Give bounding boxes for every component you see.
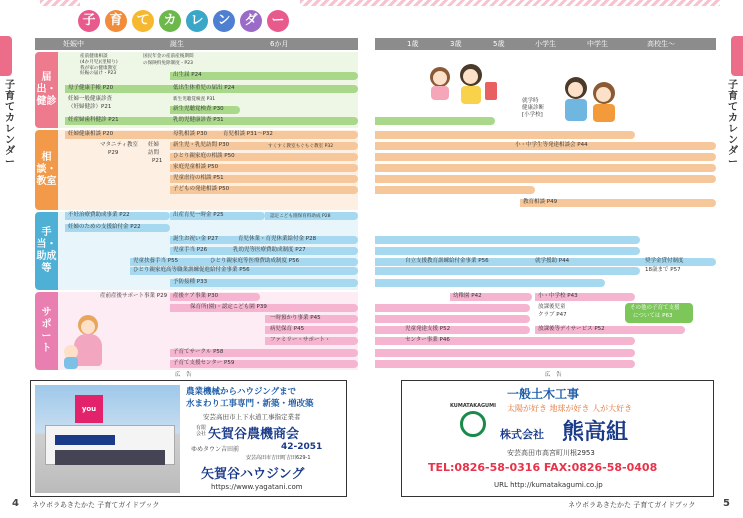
header-high: 高校生〜 [647,40,675,48]
ad2-logo-text: KUMATAKAGUMI [450,403,496,409]
title-char: カ [159,10,181,32]
rbar-soudan-4 [375,164,716,172]
item-houkago-b: クラブ P47 [538,312,567,318]
rbar-teate-4 [375,279,605,287]
item-byouji: 病児保育 P45 [270,326,305,332]
item-shika: 妊産婦歯科健診 P21 [68,117,119,123]
item-oiwai: 誕生お祝い金 P27 [173,236,219,242]
ad2-trade: 一般土木工事 [507,387,580,401]
note-shugaku: 就学時 [522,98,539,104]
item-katei: 家庭児童相談 P50 [173,164,219,170]
item-family: ファミリー・サポート・ [270,337,331,343]
title-char: レ [186,10,208,32]
item-sonota: その他の子育て支援 [630,305,680,311]
ad1-line2: 水まわり工事専門・新築・増改築 [186,399,314,409]
rbar-soudan-5 [375,175,716,183]
ad1-address: 安芸高田市吉田町吉田629-1 [246,455,311,461]
title-char: て [132,10,154,32]
header-1y: 1歳 [407,40,419,48]
category-support: サポート [35,292,58,370]
rbar-u-8 [375,360,635,368]
item-sango-care: 産後ケア事業 P30 [173,293,219,299]
item-yobou: 予防接種 P33 [173,279,208,285]
item-funin: 不妊治療費助成事業 P22 [68,212,130,218]
ad1-company1: 矢賀谷農機商会 [208,427,300,442]
rbar-soudan-3 [375,153,716,161]
item-nenkin-b: の保険料免除制度・P23 [143,61,193,66]
ad-yagatani [30,380,347,497]
header-5y: 5歳 [493,40,505,48]
ad1-line1: 農業機械からハウジングまで [186,387,297,397]
item-sanzen-d: 妊娠の届け・P23 [80,71,117,76]
rbar-teate-3 [375,267,640,275]
ad2-company-pre: 株式会社 [500,428,544,441]
rbar-u-7 [375,349,635,357]
note-shogakko: [小学校] [522,112,543,118]
item-hattatsu-soudan: 小・中学生等発達相談会 P44 [515,142,588,148]
item-hoikusho: 保育所(園)・認定こども園 P39 [190,304,267,310]
item-sanzen-support: 産前産後サポート事業 P29 [100,293,168,299]
item-ikukyu: 育児休業・育児休業給付金 P28 [238,236,317,242]
timeline-header-left [35,38,358,50]
ad-label-left: 広 告 [175,372,192,378]
item-houmon: 妊婦 [148,142,160,148]
item-sanzen: 産前健康相談 [80,54,108,59]
item-houkago: 放課後児童 [538,304,566,310]
title-char: 子 [78,10,100,32]
title-char: ン [213,10,235,32]
ad1-branch: ゆめタウン吉田前 [191,446,240,453]
item-day: 放課後等デイサービス P52 [538,326,605,332]
rbar-teate-1 [375,236,640,244]
header-6months: 6か月 [270,40,289,48]
rbar-hoiku [375,304,530,312]
header-pregnancy: 妊娠中 [63,40,84,48]
note-kenkou: 健康診断 [522,105,545,111]
item-sonota-b: については P63 [633,313,673,319]
item-shinseiji: 新生児・乳児訪問 P30 [173,142,230,148]
item-nyuyouji: 乳幼児健康診査 P31 [173,117,224,123]
ad1-photo [35,385,180,493]
item-houmon-c: P21 [152,158,163,164]
right-edge-tab [731,36,743,76]
timeline-header-right [375,38,716,50]
top-decoration-right [300,0,720,6]
item-gakko: 小・中学校 P43 [538,293,578,299]
item-ninpu-soudan: 妊婦健康相談 P20 [68,131,114,137]
page-number-left: 4 [12,498,19,509]
item-hitorioya: ひとり親家庭の相談 P50 [173,153,235,159]
item-youchien: 幼稚園 P42 [453,293,482,299]
header-junior: 中学生 [587,40,608,48]
category-todoke: 届出・健診 [35,52,58,128]
header-birth: 誕生 [170,40,184,48]
rbar-soudan-1 [375,131,635,139]
item-ichiji: 出産育児一時金 P25 [173,212,224,218]
side-title-right: 子育てカレンダー [728,80,738,168]
item-shien-kyufu: 妊婦のための支援給付金 P22 [68,224,141,230]
left-edge-tab [0,36,12,76]
footer-text-right: ネウボラあきたかた 子育てガイドブック [568,501,696,509]
category-teate: 手当・助成等 [35,212,58,290]
ad1-line3: 安芸高田市上下水道工事指定業者 [203,413,301,421]
item-jidou-teate: 児童手当 P26 [173,247,208,253]
item-bonyu: 母乳相談 P30 [173,131,208,137]
item-nintei: 認定こども園保育料助成 P28 [270,214,331,219]
item-shussei: 出生届 P24 [173,72,202,78]
ad1-sign: you [75,395,103,423]
item-ninpu-kenshin-b: （妊婦健診）P21 [68,104,112,110]
ad1-url: https://www.yagatani.com [211,483,303,491]
item-iryouhi: 乳幼児等医療費助成制度 P27 [233,247,306,253]
item-circle: 子育てサークル P58 [173,349,224,355]
item-fuyou: 児童扶養手当 P55 [133,258,179,264]
page-number-right: 5 [723,498,730,509]
ad1-company2: 矢賀谷ハウジング [201,467,305,482]
item-maternity: マタニティ教室 [100,142,139,148]
footer-text-left: ネウボラあきたかた 子育てガイドブック [32,501,160,509]
item-center: 子育て支援センター P59 [173,360,235,366]
item-shugaku-enjo: 就学援助 P44 [535,258,570,264]
item-hitorioya-iryou: ひとり親家庭等医療費助成制度 P56 [210,258,300,264]
item-shogakukin-b: 18歳まで P57 [645,267,681,273]
rbar-u-3 [375,315,530,323]
item-choukaku2: 新生児聴覚検査 P30 [173,106,224,112]
header-3y: 3歳 [450,40,462,48]
item-gyakutai: 児童虐待の相談 P51 [173,175,224,181]
ad2-slogan: 太陽が好き 地球が好き 人が大好き [507,404,633,413]
ad-label-right: 広 告 [545,372,562,378]
item-jiritsu: 自立支援教育訓練給付金事業 P56 [405,258,489,264]
ad2-company: 熊高組 [562,420,629,445]
item-ichiji-azukari: 一時預かり事業 P45 [270,315,321,321]
header-elementary: 小学生 [535,40,556,48]
category-soudan: 相談・教室 [35,130,58,210]
title-char: ー [267,10,289,32]
mother-child-illustration [62,315,112,370]
item-boshi: 母子健康手帳 P20 [68,85,114,91]
item-choukaku: 新生児聴覚検査 P31 [173,97,216,102]
item-ninpu-kenshin: 妊婦一般健康診査 [68,96,113,102]
item-kunren: ひとり親家庭高等職業訓練促進給付金事業 P56 [133,267,250,273]
item-teishussei: 低出生体重児の届出 P24 [173,85,235,91]
ad1-corp: 有限会社 [196,425,207,437]
item-sukusuku: すくすく教室もぐもぐ教室 P32 [268,144,334,149]
rbar-soudan-6 [375,186,535,194]
item-kyouiku: 教育相談 P49 [523,199,558,205]
rbar-teate-2 [375,247,640,255]
side-title-left: 子育てカレンダー [5,80,15,168]
item-maternity-p: P29 [108,150,119,156]
item-hattatsu-shien: 児童発達支援 P52 [405,326,451,332]
item-sanzen-c: 我が家の健康教室 [80,66,117,71]
ad1-phone: 42-2051 [281,442,323,452]
item-nenkin: 国民年金の産前産後期間 [143,54,194,59]
top-decoration-left [40,0,80,6]
title-char: ダ [240,10,262,32]
item-houmon-b: 訪問 [148,150,160,156]
item-sanzen-b: (4か月児)(里帰り) [80,60,118,65]
rbar-todoke-1 [375,117,495,125]
item-shogakukin: 奨学金貸付制度 [645,258,684,264]
ad2-url: URL http://kumatakagumi.co.jp [494,481,603,489]
title-char: 育 [105,10,127,32]
rbar-hattatsu-shien [375,326,530,334]
item-center-jigyo: センター事業 P46 [405,337,450,343]
item-hattatsu: 子どもの発達相談 P50 [173,186,230,192]
item-ikuji: 育児相談 P31〜P32 [223,131,273,137]
ad-kumatakagumi [401,380,714,497]
ad2-address: 安芸高田市高宮町川根2953 [507,449,595,457]
ad2-tel: TEL:0826-58-0316 FAX:0826-58-0408 [428,461,658,474]
ad2-logo [460,411,486,437]
